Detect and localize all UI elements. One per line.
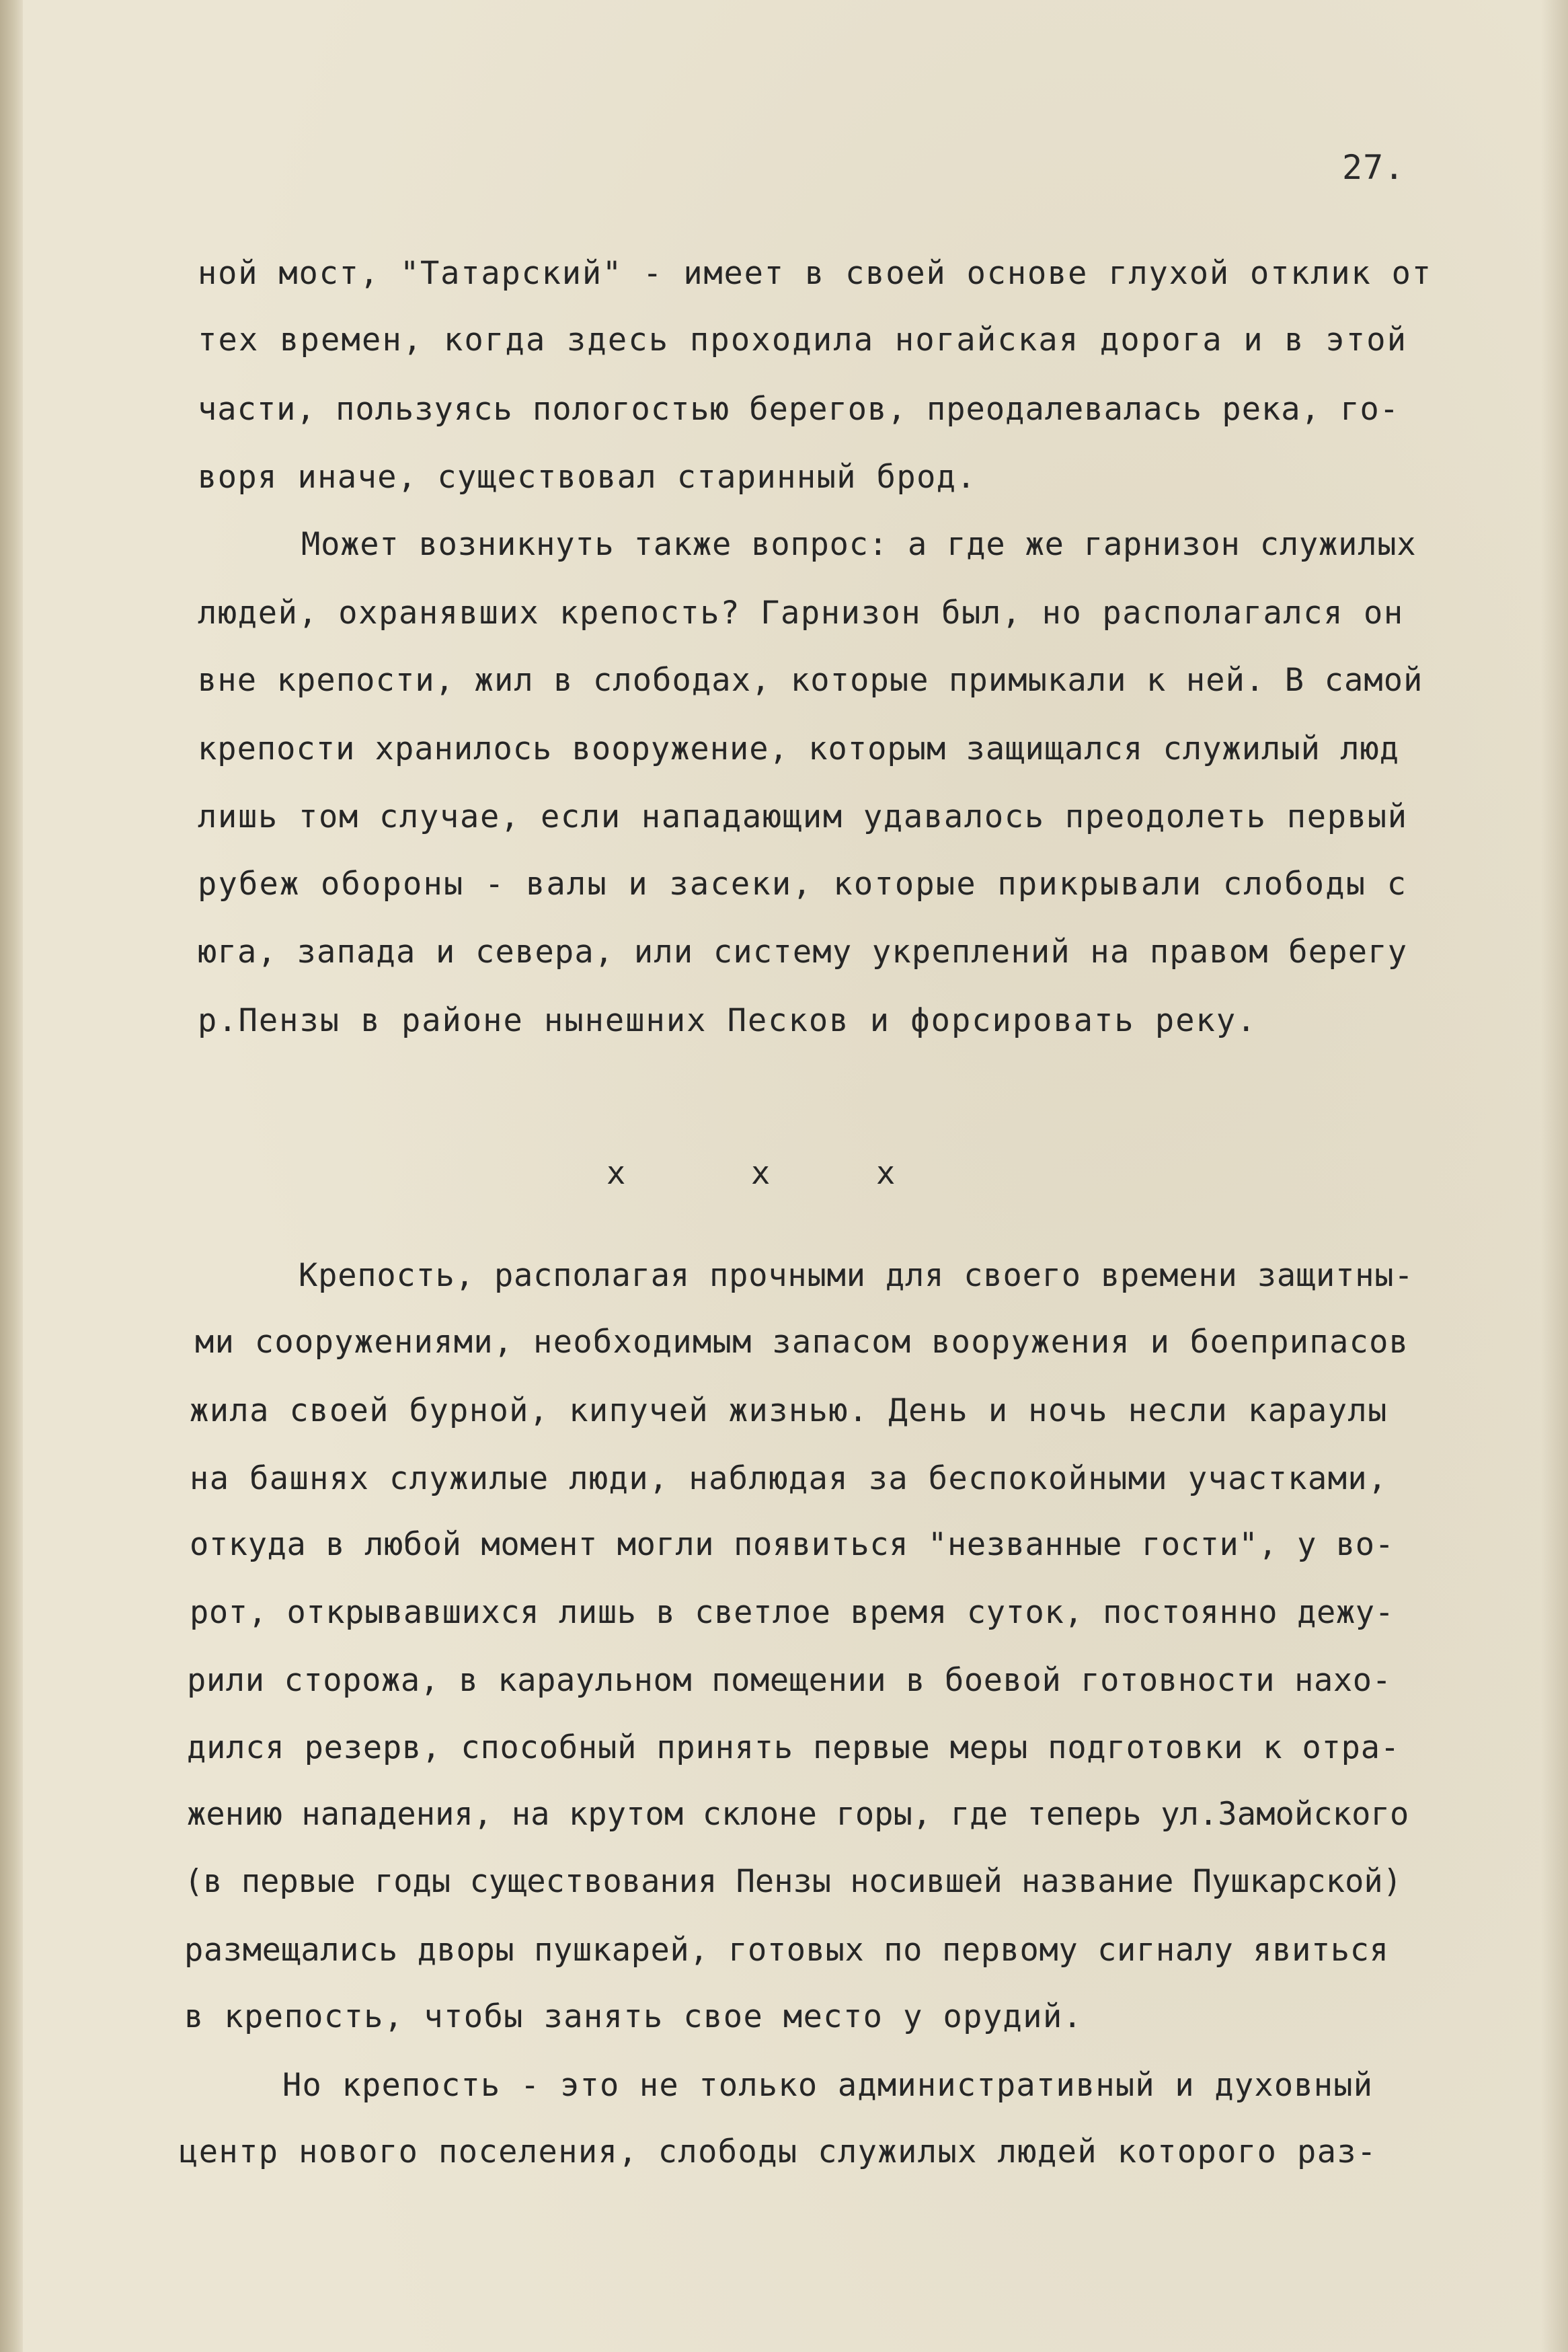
- text-line: Может возникнуть также вопрос: а где же гарнизон служилых: [301, 526, 1417, 563]
- text-line: центр нового поселения, слободы служилых людей которого раз-: [179, 2133, 1377, 2170]
- text-line: рили сторожа, в караульном помещении в боевой готовности нахо-: [187, 1662, 1392, 1699]
- text-line: в крепость, чтобы занять свое место у орудий.: [184, 1998, 1083, 2035]
- text-line: ми сооружениями, необходимым запасом вооружения и боеприпасов: [195, 1324, 1409, 1361]
- text-line: Но крепость - это не только административный и духовный: [282, 2067, 1374, 2104]
- text-line: размещались дворы пушкарей, готовых по первому сигналу явиться: [184, 1932, 1389, 1969]
- text-line: рот, открывавшихся лишь в светлое время суток, постоянно дежу-: [190, 1594, 1395, 1631]
- separator-mark: x: [751, 1155, 771, 1192]
- text-line: дился резерв, способный принять первые меры подготовки к отра-: [187, 1729, 1400, 1766]
- text-line: жению нападения, на крутом склоне горы, где теперь ул.Замойского: [187, 1796, 1409, 1833]
- text-line: вне крепости, жил в слободах, которые примыкали к ней. В самой: [198, 662, 1423, 699]
- separator-mark: x: [606, 1155, 626, 1192]
- text-line: тех времен, когда здесь проходила ногайская дорога и в этой: [198, 321, 1408, 358]
- text-line: воря иначе, существовал старинный брод.: [198, 459, 977, 496]
- text-line: юга, запада и севера, или систему укреплений на правом берегу: [198, 934, 1408, 971]
- text-line: людей, охранявших крепость? Гарнизон был, но располагался он: [198, 595, 1404, 632]
- page-number: 27.: [1342, 148, 1405, 187]
- text-line: жила своей бурной, кипучей жизнью. День и ночь несли караулы: [190, 1392, 1388, 1429]
- text-line: ной мост, "Татарский" - имеет в своей основе глухой отклик от: [198, 255, 1432, 292]
- text-line: р.Пензы в районе нынешних Песков и форсировать реку.: [198, 1002, 1257, 1039]
- text-line: лишь том случае, если нападающим удавалось преодолеть первый: [198, 798, 1408, 835]
- text-line: рубеж обороны - валы и засеки, которые прикрывали слободы с: [198, 866, 1408, 903]
- text-line: Крепость, располагая прочными для своего времени защитны-: [299, 1257, 1414, 1294]
- text-line: откуда в любой момент могли появиться "незванные гости", у во-: [190, 1526, 1395, 1563]
- section-separator: [0, 1155, 1568, 1195]
- text-line: части, пользуясь пологостью берегов, преодалевалась река, го-: [198, 391, 1400, 428]
- text-line: крепости хранилось вооружение, которым защищался служилый люд: [198, 730, 1400, 767]
- separator-mark: x: [876, 1155, 896, 1192]
- text-line: на башнях служилые люди, наблюдая за беспокойными участками,: [190, 1460, 1388, 1497]
- text-line: (в первые годы существования Пензы носившей название Пушкарской): [184, 1863, 1402, 1900]
